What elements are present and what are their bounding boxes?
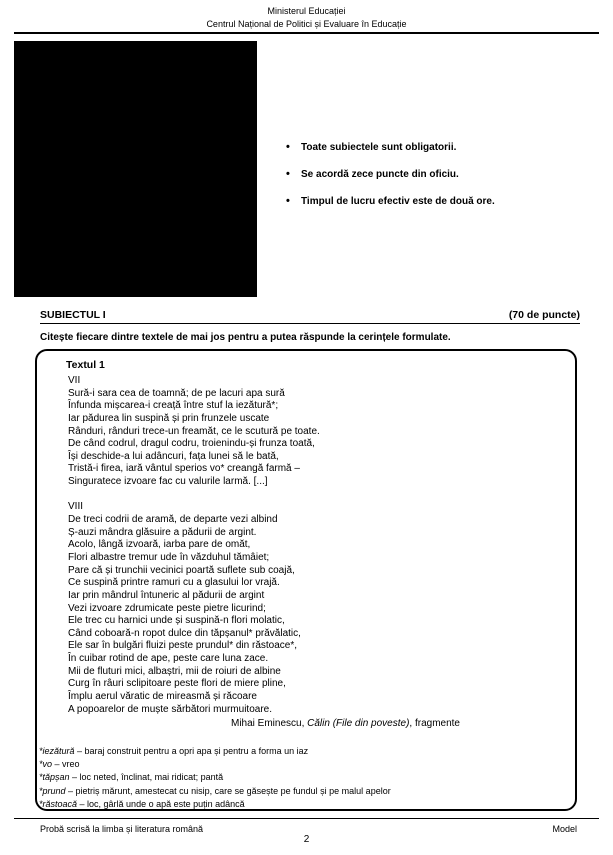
footnotes <box>39 745 575 810</box>
footnote-item <box>39 798 575 811</box>
footer-right: Model <box>552 824 577 834</box>
footnote-definition: – baraj construit pentru a opri apa și pentru a forma un iaz <box>74 746 309 757</box>
footnote-term: *tăpșan <box>39 772 70 783</box>
footnote-term: *răstoacă <box>39 798 78 809</box>
poem-line: Singuratece izvoare fac cu valurile larmă. [...] <box>68 476 268 488</box>
poem-line: De când codrul, dragul codru, troienindu-și frunza toată, <box>68 438 315 450</box>
poem-line: Ele trec cu harnici unde și suspină-n flori molatic, <box>68 615 285 627</box>
subject-title: SUBIECTUL I <box>40 309 106 321</box>
poem-line: Când coboară-n ropot dulce din tăpșanul* prăvălatic, <box>68 627 301 639</box>
footnote-item <box>39 785 575 798</box>
poem-line: Înfunda mișcarea-i creață între stuf la iezătură*; <box>68 400 279 412</box>
exam-notices <box>286 141 586 222</box>
footnote-definition: – loc neted, înclinat, mai ridicat; pantă <box>69 772 224 783</box>
poem-line: Curg în râuri sclipitoare peste flori de miere pline, <box>68 678 286 690</box>
attribution-suffix: , fragmente <box>409 718 460 730</box>
poem-line: Rânduri, rânduri trece-un freamăt, ce le scutură pe toate. <box>68 425 320 437</box>
poem-line: Tristă-i firea, iară vântul sperios vo* creangă farmă – <box>68 463 300 475</box>
header-divider <box>14 32 599 34</box>
footer-left: Probă scrisă la limba și literatura română <box>40 824 204 834</box>
notice-text: Timpul de lucru efectiv este de două ore. <box>301 196 495 207</box>
footnote-term: *prund <box>39 785 66 796</box>
poem-line: Ele sar în bulgări fluizi peste prundul* din răstoace*, <box>68 640 298 652</box>
notice-item <box>286 195 586 208</box>
notice-text: Toate subiectele sunt obligatorii. <box>301 142 457 153</box>
poem-line: Vezi izvoare zdrumicate peste pietre licurind; <box>68 602 266 614</box>
text1-box <box>35 349 577 811</box>
footnote-definition: – pietriș mărunt, amestecat cu nisip, care se găsește pe fundul și pe malul apelor <box>65 785 391 796</box>
text1-label: Textul 1 <box>66 359 105 371</box>
footnote-definition: – loc, gârlă unde o apă este puțin adâncă <box>77 798 245 809</box>
poem-line: Iar pădurea lin suspină și prin frunzele uscate <box>68 412 270 424</box>
ministry-line: Ministerul Educației <box>267 6 346 16</box>
agency-line: Centrul Național de Politici și Evaluare în Educație <box>206 19 407 29</box>
instruction-text: Citește fiecare dintre textele de mai jos pentru a putea răspunde la cerințele formulate. <box>40 332 451 343</box>
poem-line: Pare că și trunchii vecinici poartă suflete sub coajă, <box>68 564 295 576</box>
bullet-dot-icon: • <box>286 195 290 207</box>
stanza-7-label: VII <box>68 375 81 386</box>
attribution <box>231 717 575 730</box>
notice-item <box>286 141 586 154</box>
redacted-block <box>14 41 257 297</box>
poem-line: În cuibar rotind de ape, peste care luna zace. <box>68 653 269 665</box>
footnote-item <box>39 771 575 784</box>
attribution-author: Mihai Eminescu, <box>231 718 308 730</box>
attribution-work: Călin (File din poveste) <box>307 718 410 730</box>
poem-line: Împlu aerul văratic de mireasmă și răcoare <box>68 691 257 703</box>
bullet-dot-icon: • <box>286 168 290 180</box>
footnote-item <box>39 745 575 758</box>
page-number: 2 <box>303 834 310 845</box>
poem-line: Ce suspină printre ramuri cu a glasului lor vrajă. <box>68 577 280 589</box>
poem-line: De treci codrii de aramă, de departe vezi albind <box>68 514 278 526</box>
stanza-gap <box>68 489 575 502</box>
poem-text <box>68 375 575 716</box>
subject-points: (70 de puncte) <box>508 309 580 321</box>
notice-text: Se acordă zece puncte din oficiu. <box>301 169 459 180</box>
footnote-term: *vo <box>39 759 53 770</box>
footnote-term: *iezătură <box>39 746 75 757</box>
bullet-dot-icon: • <box>286 141 290 153</box>
poem-line: A popoarelor de muște sărbători murmuitoare. <box>68 703 272 715</box>
poem-line: Mii de fluturi mici, albaștri, mii de roiuri de albine <box>68 665 281 677</box>
footnote-item <box>39 758 575 771</box>
footnote-definition: – vreo <box>52 759 80 770</box>
subject-heading-row <box>40 309 580 324</box>
poem-line: Ș-auzi mândra glăsuire a pădurii de argint. <box>68 526 257 538</box>
poem-line: Flori albastre tremur ude în văzduhul tămâiet; <box>68 551 270 563</box>
poem-line: Sură-i sara cea de toamnă; de pe lacuri apa sură <box>68 387 285 399</box>
document-header <box>0 5 613 31</box>
stanza-8-label: VIII <box>68 501 84 513</box>
footer-divider <box>14 818 599 819</box>
poem-line: Acolo, lângă izvoară, iarba pare de omăt, <box>68 539 251 551</box>
poem-line: Își deschide-a lui adâncuri, fața lunei să le bată, <box>68 450 279 462</box>
poem-line: Iar prin mândrul întuneric al pădurii de argint <box>68 589 265 601</box>
notice-item <box>286 168 586 181</box>
